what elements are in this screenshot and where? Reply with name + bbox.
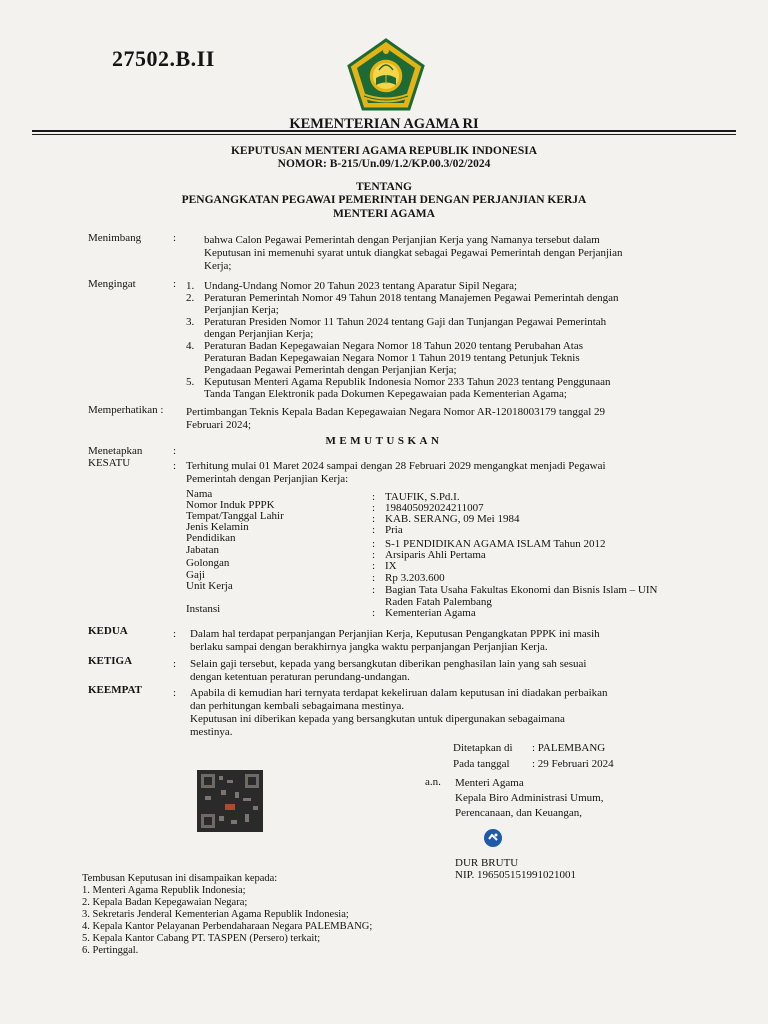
tembusan-list (82, 885, 372, 957)
tembusan-heading: Tembusan Keputusan ini disampaikan kepada: (82, 873, 278, 884)
field-label: Jenis Kelamin (186, 521, 249, 533)
memperhatikan-label: Memperhatikan : (88, 404, 164, 416)
item-line: Peraturan Pemerintah Nomor 49 Tahun 2018 tentang Manajemen Pegawai Pemerintah dengan (204, 292, 619, 304)
unit-kerja-line: Bagian Tata Usaha Fakultas Ekonomi dan Bisnis Islam – UIN (385, 584, 658, 596)
keempat-text (190, 687, 704, 739)
kesatu-text (186, 460, 704, 486)
field-colon: : (372, 572, 376, 584)
memperhatikan-line: Februari 2024; (186, 419, 252, 431)
item-line: Perjanjian Kerja; (204, 304, 279, 316)
mengingat-item (186, 280, 704, 292)
item-line: dengan Perjanjian Kerja; (204, 328, 314, 340)
mengingat-item (186, 376, 704, 400)
field-value-unit-kerja (385, 584, 715, 608)
tembusan-item: 1. Menteri Agama Republik Indonesia; (82, 885, 246, 896)
signatory-title-line: Menteri Agama (455, 777, 524, 789)
bsre-signature-seal-icon (483, 828, 503, 848)
field-label: Gaji (186, 569, 205, 581)
item-line: Pengadaan Pegawai Pemerintah dengan Perjanjian Kerja; (204, 364, 457, 376)
field-label: Nama (186, 488, 213, 500)
tembusan-item: 4. Kepala Kantor Pelayanan Perbendaharaan Negara PALEMBANG; (82, 921, 373, 932)
item-number: 1. (186, 280, 195, 292)
unit-kerja-line: Raden Fatah Palembang (385, 596, 492, 608)
menimbang-line: bahwa Calon Pegawai Pemerintah dengan Perjanjian Kerja yang Namanya tersebut dalam (204, 234, 600, 246)
header-divider-thin (32, 134, 736, 135)
ketiga-line: Selain gaji tersebut, kepada yang bersangkutan diberikan penghasilan lain yang sah sesuai (190, 658, 587, 670)
field-value-instansi: Kementerian Agama (385, 607, 476, 619)
mengingat-item (186, 340, 704, 376)
item-line: Peraturan Badan Kepegawaian Negara Nomor 1 Tahun 2019 tentang Petunjuk Teknis (204, 352, 580, 364)
menimbang-line: Keputusan ini memenuhi syarat untuk diangkat sebagai Pegawai Pemerintah dengan Perjanjian (204, 247, 623, 259)
field-value-gaji: Rp 3.203.600 (385, 572, 445, 584)
kedua-text (190, 628, 704, 654)
memperhatikan-text (186, 406, 704, 432)
decree-title: KEPUTUSAN MENTERI AGAMA REPUBLIK INDONESIA (230, 145, 538, 157)
field-value-jabatan: Arsiparis Ahli Pertama (385, 549, 486, 561)
mengingat-label: Mengingat (88, 278, 136, 290)
keempat-colon: : (173, 687, 177, 699)
field-colon: : (372, 513, 376, 525)
field-value-ttl: KAB. SERANG, 09 Mei 1984 (385, 513, 520, 525)
field-label: Tempat/Tanggal Lahir (186, 510, 284, 522)
keempat-line: mestinya. (190, 726, 233, 738)
menimbang-colon: : (173, 232, 177, 244)
field-label: Instansi (186, 603, 221, 615)
signatory-name: DUR BRUTU (455, 857, 519, 869)
minister-heading: MENTERI AGAMA (333, 208, 435, 220)
menimbang-line: Kerja; (204, 260, 232, 272)
kesatu-line: Terhitung mulai 01 Maret 2024 sampai dengan 28 Februari 2029 mengangkat menjadi Pegawai (186, 460, 606, 472)
ketiga-colon: : (173, 658, 177, 670)
ditetapkan-label: Ditetapkan di (453, 742, 513, 754)
memutuskan-heading: MEMUTUSKAN (325, 435, 443, 447)
field-label: Nomor Induk PPPK (186, 499, 275, 511)
keempat-line: Apabila di kemudian hari ternyata terdapat kekeliruan dalam keputusan ini diadakan perbaikan (190, 687, 608, 699)
signatory-title (455, 776, 603, 821)
item-line: Peraturan Badan Kepegawaian Negara Nomor 18 Tahun 2020 tentang Perubahan Atas (204, 340, 584, 352)
item-line: Keputusan Menteri Agama Republik Indonesia Nomor 233 Tahun 2023 tentang Penggunaan (204, 376, 611, 388)
item-line: Peraturan Presiden Nomor 11 Tahun 2024 tentang Gaji dan Tunjangan Pegawai Pemerintah (204, 316, 607, 328)
field-value-jenis-kelamin: Pria (385, 524, 403, 536)
field-colon: : (372, 524, 376, 536)
decree-number: NOMOR: B-215/Un.09/1.2/KP.00.3/02/2024 (277, 158, 491, 170)
field-colon: : (372, 491, 376, 503)
field-label: Pendidikan (186, 532, 236, 544)
menimbang-text (204, 234, 704, 273)
tembusan-item: 2. Kepala Badan Kepegawaian Negara; (82, 897, 248, 908)
tanggal-value: : 29 Februari 2024 (532, 758, 614, 770)
mengingat-item (186, 292, 704, 316)
field-value-nama: TAUFIK, S.Pd.I. (385, 491, 460, 503)
header-divider (32, 130, 736, 132)
field-value-nip: 198405092024211007 (385, 502, 484, 514)
field-colon: : (372, 502, 376, 514)
decree-subject: PENGANGKATAN PEGAWAI PEMERINTAH DENGAN PERJANJIAN KERJA (181, 194, 587, 206)
field-colon: : (372, 560, 376, 572)
tembusan-item: 6. Pertinggal. (82, 945, 139, 956)
field-value-golongan: IX (385, 560, 397, 572)
field-label: Jabatan (186, 544, 219, 556)
item-number: 3. (186, 316, 195, 328)
menetapkan-colon: : (173, 445, 177, 457)
field-colon: : (372, 584, 376, 596)
keempat-line: dan perhitungan kembali sebagaimana mestinya. (190, 700, 405, 712)
keempat-line: Keputusan ini diberikan kepada yang bersangkutan untuk dipergunakan sebagaimana (190, 713, 565, 725)
item-number: 2. (186, 292, 195, 304)
document-number: 27502.B.II (112, 46, 215, 71)
ministry-name: KEMENTERIAN AGAMA RI (289, 116, 479, 132)
ketiga-text (190, 658, 704, 684)
ditetapkan-value: : PALEMBANG (532, 742, 606, 754)
mengingat-colon: : (173, 278, 177, 290)
signatory-title-line: Perencanaan, dan Keuangan, (455, 807, 583, 819)
field-colon: : (372, 549, 376, 561)
kedua-label: KEDUA (88, 625, 128, 637)
qr-code-icon (197, 770, 263, 832)
atas-nama: a.n. (425, 776, 441, 788)
kedua-line: Dalam hal terdapat perpanjangan Perjanjian Kerja, Keputusan Pengangkatan PPPK ini masih (190, 628, 600, 640)
item-line: Undang-Undang Nomor 20 Tahun 2023 tentang Aparatur Sipil Negara; (204, 280, 518, 292)
kedua-colon: : (173, 628, 177, 640)
field-label: Golongan (186, 557, 230, 569)
tanggal-label: Pada tanggal (453, 758, 510, 770)
kesatu-colon: : (173, 460, 177, 472)
kesatu-line: Pemerintah dengan Perjanjian Kerja: (186, 473, 349, 485)
item-number: 5. (186, 376, 195, 388)
kementerian-agama-emblem-icon (346, 38, 426, 112)
field-value-pendidikan: S-1 PENDIDIKAN AGAMA ISLAM Tahun 2012 (385, 538, 606, 550)
tentang-heading: TENTANG (355, 181, 413, 193)
menetapkan-label: Menetapkan (88, 445, 143, 457)
kesatu-label: KESATU (88, 457, 131, 469)
mengingat-item (186, 316, 704, 340)
memperhatikan-line: Pertimbangan Teknis Kepala Badan Kepegawaian Negara Nomor AR-12018003179 tanggal 29 (186, 406, 606, 418)
item-number: 4. (186, 340, 195, 352)
signatory-title-line: Kepala Biro Administrasi Umum, (455, 792, 604, 804)
field-label: Unit Kerja (186, 580, 233, 592)
signatory-nip: NIP. 196505151991021001 (455, 869, 577, 881)
field-colon: : (372, 538, 376, 550)
field-colon: : (372, 607, 376, 619)
menimbang-label: Menimbang (88, 232, 142, 244)
keempat-label: KEEMPAT (88, 684, 142, 696)
tembusan-item: 5. Kepala Kantor Cabang PT. TASPEN (Persero) terkait; (82, 933, 321, 944)
item-line: Tanda Tangan Elektronik pada Dokumen Kepegawaian pada Kementerian Agama; (204, 388, 567, 400)
ketiga-label: KETIGA (88, 655, 133, 667)
ketiga-line: dengan ketentuan peraturan perundang-undangan. (190, 671, 410, 683)
tembusan-item: 3. Sekretaris Jenderal Kementerian Agama Republik Indonesia; (82, 909, 349, 920)
kedua-line: berlaku sampai dengan berakhirnya jangka waktu perpanjangan Perjanjian Kerja. (190, 641, 548, 653)
